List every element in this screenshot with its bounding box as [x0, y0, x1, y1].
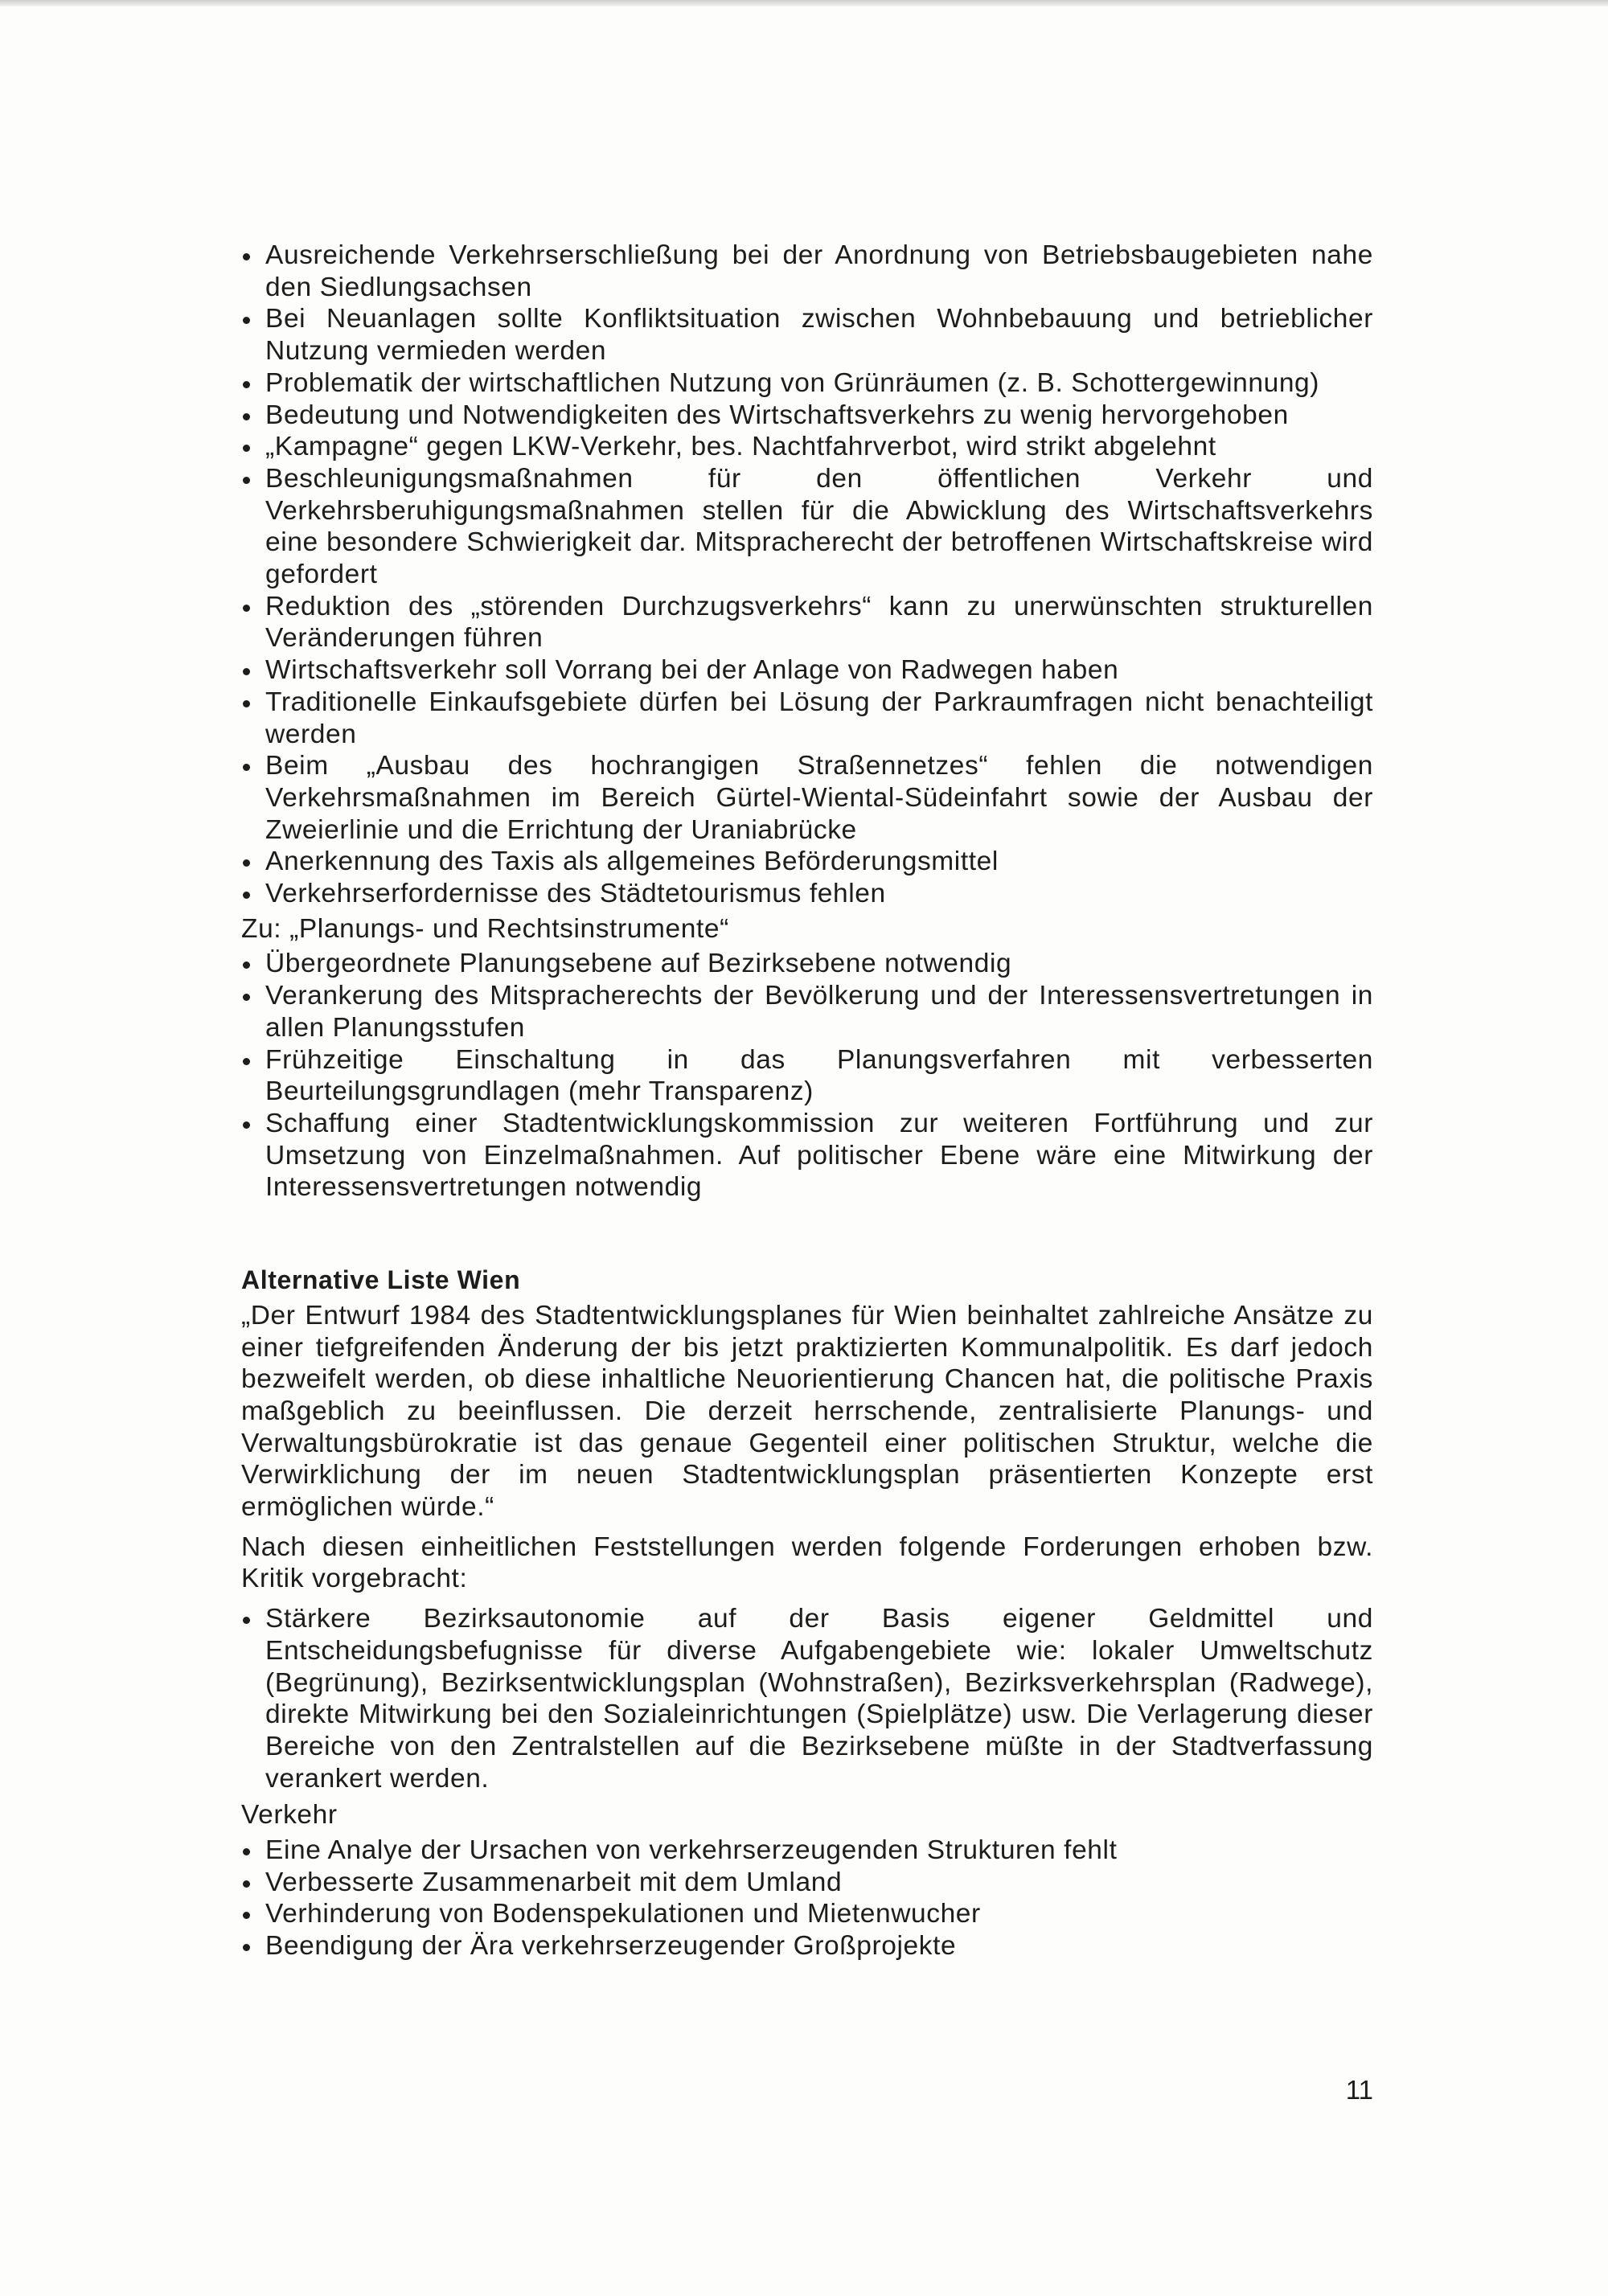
quote-paragraph: „Der Entwurf 1984 des Stadtentwicklungsplanes für Wien beinhaltet zahlreiche Ansätze zu einer tiefgreifenden Änderung der bis jetzt praktizierten Kommunalpolitik. Es darf jedoch bezweifelt werden, ob diese inhaltliche Neuorientierung Chancen hat, die politische Praxis maßgeblich zu beeinflussen. Die derzeit herrschende, zentralisierte Planungs- und Verwaltungsbürokratie ist das genaue Gegenteil einer politischen Struktur, welche die Verwirklichung der im neuen Stadtentwicklungsplan präsentierten Konzepte erst ermöglichen würde.“ — [241, 1300, 1373, 1523]
list-item: Verhinderung von Bodenspekulationen und Mietenwucher — [241, 1898, 1373, 1930]
list-item: Verbesserte Zusammenarbeit mit dem Umland — [241, 1867, 1373, 1899]
al-traffic-list — [241, 1835, 1373, 1962]
list-item: Bedeutung und Notwendigkeiten des Wirtschaftsverkehrs zu wenig hervorgehoben — [241, 400, 1373, 432]
list-item: Verankerung des Mitspracherechts der Bevölkerung und der Interessensvertretungen in allen Planungsstufen — [241, 980, 1373, 1043]
list-item: Ausreichende Verkehrserschließung bei der Anordnung von Betriebsbaugebieten nahe den Siedlungsachsen — [241, 240, 1373, 303]
list-item: Anerkennung des Taxis als allgemeines Beförderungsmittel — [241, 846, 1373, 878]
list-item: „Kampagne“ gegen LKW-Verkehr, bes. Nachtfahrverbot, wird strikt abgelehnt — [241, 431, 1373, 463]
list-item: Wirtschaftsverkehr soll Vorrang bei der Anlage von Radwegen haben — [241, 654, 1373, 687]
list-item: Eine Analye der Ursachen von verkehrserzeugenden Strukturen fehlt — [241, 1835, 1373, 1867]
list-item: Übergeordnete Planungsebene auf Bezirksebene notwendig — [241, 948, 1373, 980]
page-content — [241, 240, 1373, 1962]
list-item: Reduktion des „störenden Durchzugsverkehrs“ kann zu unerwünschten strukturellen Veränderungen führen — [241, 591, 1373, 654]
list-item: Beschleunigungsmaßnahmen für den öffentlichen Verkehr und Verkehrsberuhigungsmaßnahmen stellen für die Abwicklung des Wirtschaftsverkehrs eine besondere Schwierigkeit dar. Mitspracherecht der betroffenen Wirtschaftskreise wird gefordert — [241, 463, 1373, 591]
traffic-demands-list — [241, 240, 1373, 910]
list-item: Problematik der wirtschaftlichen Nutzung von Grünräumen (z. B. Schottergewinnung) — [241, 367, 1373, 400]
page-number: 11 — [1345, 2075, 1373, 2105]
scan-top-edge — [0, 0, 1608, 6]
list-item: Frühzeitige Einschaltung in das Planungsverfahren mit verbesserten Beurteilungsgrundlagen (mehr Transparenz) — [241, 1044, 1373, 1108]
list-item: Verkehrserfordernisse des Städtetourismus fehlen — [241, 878, 1373, 910]
list-item: Schaffung einer Stadtentwicklungskommission zur weiteren Fortführung und zur Umsetzung von Einzelmaßnahmen. Auf politischer Ebene wäre eine Mitwirkung der Interessensvertretungen notwendig — [241, 1108, 1373, 1203]
traffic-subheading: Verkehr — [241, 1800, 338, 1831]
instruments-list — [241, 948, 1373, 1203]
intro-paragraph: Nach diesen einheitlichen Feststellungen werden folgende Forderungen erhoben bzw. Kritik vorgebracht: — [241, 1531, 1373, 1594]
list-item: Beendigung der Ära verkehrserzeugender Großprojekte — [241, 1930, 1373, 1962]
list-item: Beim „Ausbau des hochrangigen Straßennetzes“ fehlen die notwendigen Verkehrsmaßnahmen im Bereich Gürtel-Wiental-Südeinfahrt sowie der Ausbau der Zweierlinie und die Errichtung der Uraniabrücke — [241, 750, 1373, 846]
list-item: Traditionelle Einkaufsgebiete dürfen bei Lösung der Parkraumfragen nicht benachteiligt werden — [241, 687, 1373, 750]
list-item: Stärkere Bezirksautonomie auf der Basis eigener Geldmittel und Entscheidungsbefugnisse für diverse Aufgabengebiete wie: lokaler Umweltschutz (Begrünung), Bezirksentwicklungsplan (Wohnstraßen), Bezirksverkehrsplan (Radwege), direkte Mitwirkung bei den Sozialeinrichtungen (Spielplätze) usw. Die Verlagerung dieser Bereiche von den Zentralstellen auf die Bezirksebene müßte in der Stadtverfassung verankert werden. — [241, 1603, 1373, 1794]
instruments-label: Zu: „Planungs- und Rechtsinstrumente“ — [241, 913, 729, 944]
list-item: Bei Neuanlagen sollte Konfliktsituation zwischen Wohnbebauung und betrieblicher Nutzung vermieden werden — [241, 303, 1373, 367]
autonomy-list — [241, 1603, 1373, 1794]
section-heading: Alternative Liste Wien — [241, 1265, 521, 1295]
